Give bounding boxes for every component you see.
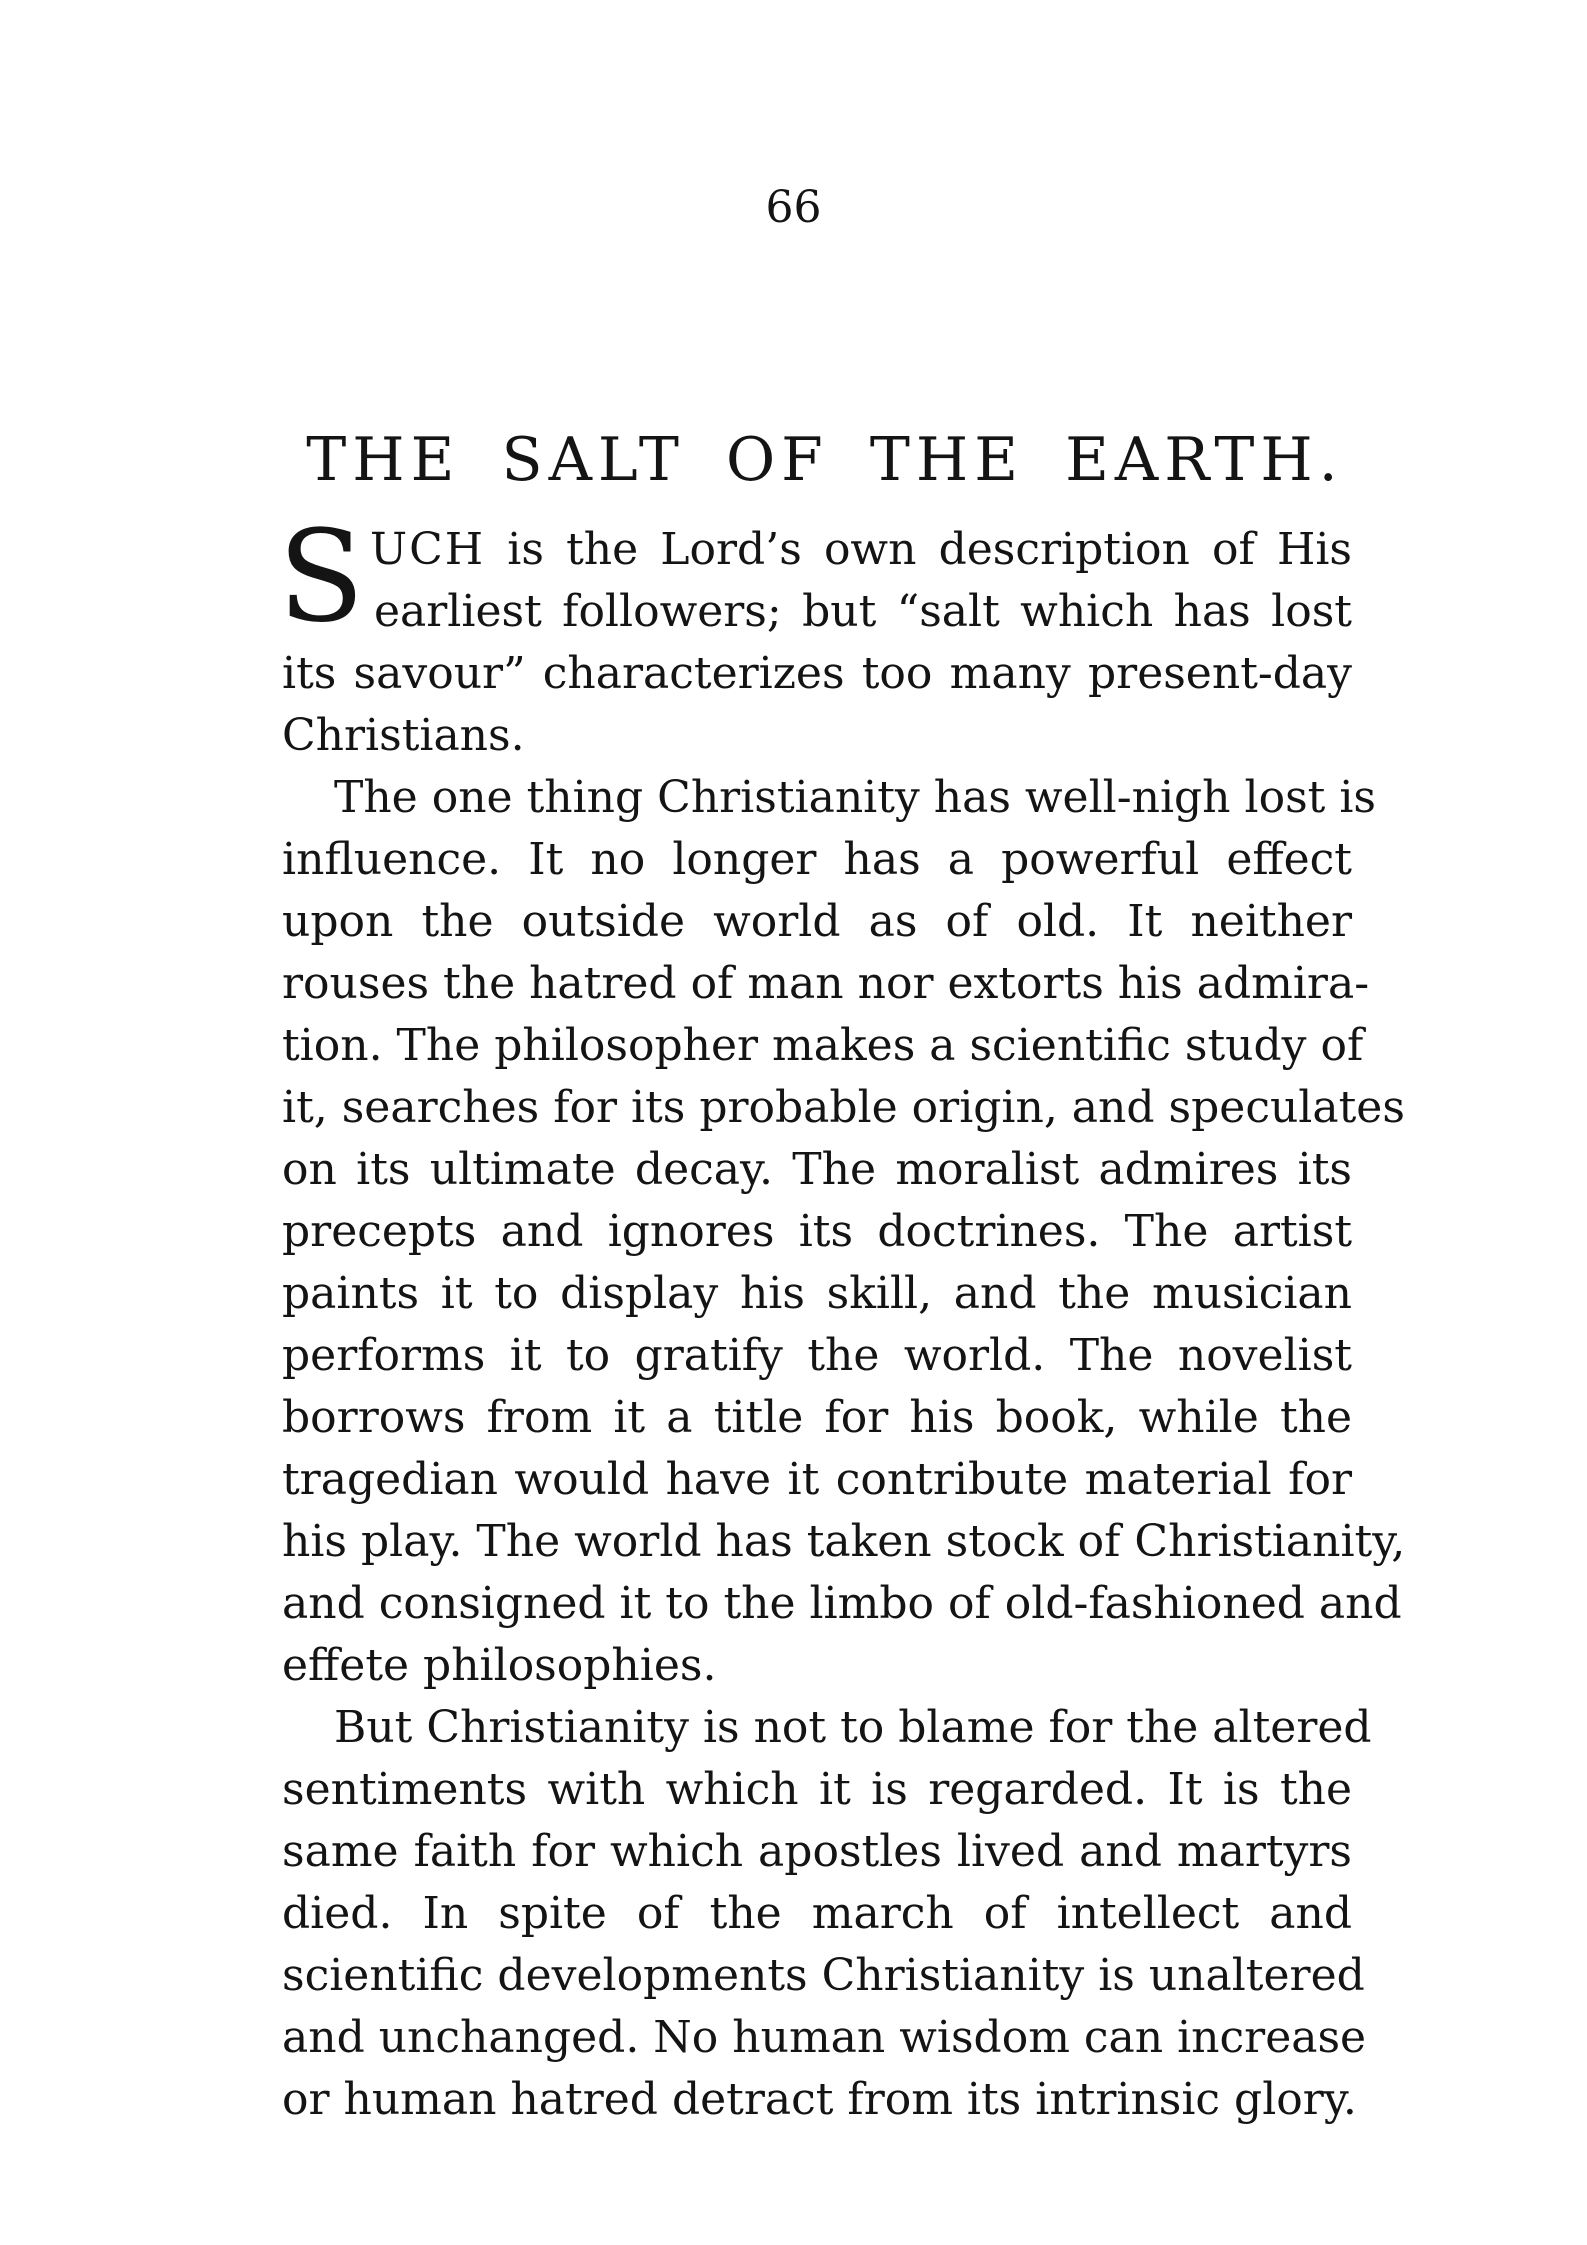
paragraph-2-line-13: his play. The world has taken stock of Christianity, [282, 1516, 1406, 1567]
paragraph-2-line-3: upon the outside world as of old. It neither [282, 896, 1352, 947]
paragraph-3-line-7: or human hatred detract from its intrinsic glory. [282, 2074, 1357, 2125]
paragraph-1-line-4: Christians. [282, 710, 525, 761]
paragraph-3-line-3: same faith for which apostles lived and martyrs [282, 1826, 1352, 1877]
paragraph-2-line-14: and consigned it to the limbo of old-fashioned and [282, 1578, 1402, 1629]
paragraph-2-line-6: it, searches for its probable origin, and speculates [282, 1082, 1405, 1133]
paragraph-2-line-8: precepts and ignores its doctrines. The artist [282, 1206, 1352, 1257]
paragraph-1 [278, 503, 1352, 767]
paragraph-2-line-1: The one thing Christianity has well-nigh lost is [334, 772, 1376, 823]
page-title: THE SALT OF THE EARTH. [306, 425, 1344, 495]
paragraph-2-line-15: effete philosophies. [282, 1640, 717, 1691]
line-1-rest: is the Lord’s own description of His [485, 524, 1352, 575]
paragraph-2 [282, 767, 1406, 1697]
paragraph-1-line-1 [282, 519, 1352, 581]
paragraph-1-line-3: its savour” characterizes too many present-day [282, 648, 1352, 699]
paragraph-1-line-2: earliest followers; but “salt which has lost [374, 586, 1352, 637]
paragraph-3-line-6: and unchanged. No human wisdom can increase [282, 2012, 1367, 2063]
paragraph-3-line-1: But Christianity is not to blame for the altered [334, 1702, 1372, 1753]
paragraph-2-line-5: tion. The philosopher makes a scientific study of [282, 1020, 1364, 1071]
paragraph-3-line-2: sentiments with which it is regarded. It is the [282, 1764, 1352, 1815]
paragraph-2-line-7: on its ultimate decay. The moralist admires its [282, 1144, 1352, 1195]
page-number: 66 [765, 182, 822, 233]
paragraph-2-line-11: borrows from it a title for his book, while the [282, 1392, 1352, 1443]
paragraph-3-line-5: scientific developments Christianity is unaltered [282, 1950, 1365, 2001]
paragraph-2-line-12: tragedian would have it contribute material for [282, 1454, 1352, 1505]
paragraph-2-line-4: rouses the hatred of man nor extorts his admira- [282, 958, 1370, 1009]
paragraph-2-line-10: performs it to gratify the world. The novelist [282, 1330, 1352, 1381]
paragraph-3-line-4: died. In spite of the march of intellect and [282, 1888, 1352, 1939]
paragraph-2-line-9: paints it to display his skill, and the musician [282, 1268, 1352, 1319]
paragraph-3 [282, 1697, 1372, 2131]
small-caps-lead: UCH [370, 524, 486, 575]
drop-cap: S [278, 503, 365, 650]
paragraph-2-line-2: influence. It no longer has a powerful effect [282, 834, 1352, 885]
